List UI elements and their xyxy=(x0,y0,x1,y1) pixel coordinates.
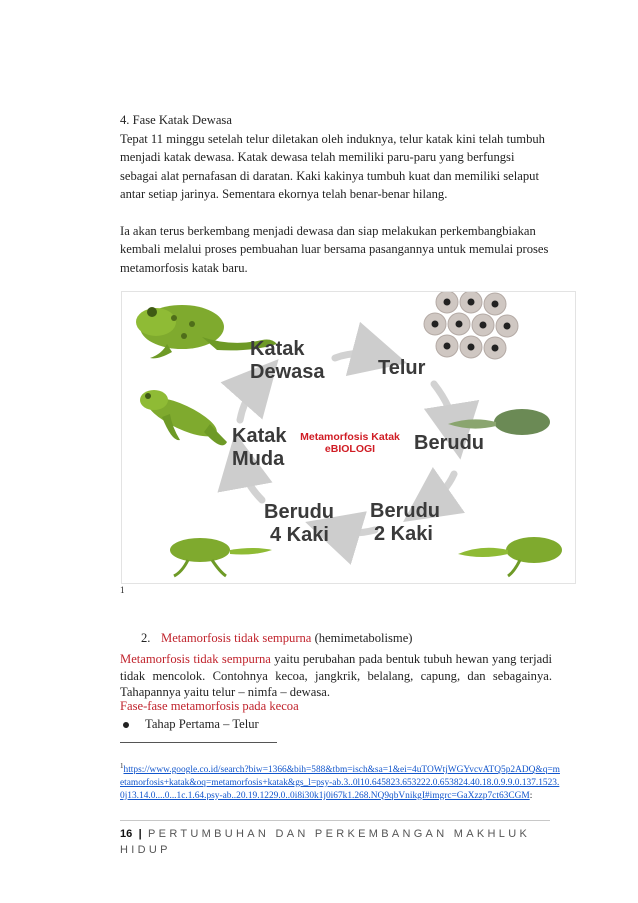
footer-divider xyxy=(120,820,550,821)
footnote xyxy=(120,760,560,802)
paragraph-katak-dewasa: Tepat 11 minggu setelah telur diletakan oleh induknya, telur katak kini telah tumbuh menjadi katak dewasa. Katak dewasa telah memiliki paru-paru yang berfungsi sebagai alat pernafasan di daratan. Kaki kakinya tumbuh kuat dan memiliki selaput antar setiap jarinya. Sementara ekornya telah benar-benar hilang. xyxy=(120,132,545,202)
label-katak-muda-1: Katak xyxy=(232,425,287,447)
fase-heading: Fase-fase metamorfosis pada kecoa xyxy=(120,699,299,713)
section-heading: 4. Fase Katak Dewasa xyxy=(120,113,232,127)
page-number: 16 xyxy=(120,828,133,840)
label-katak-dewasa-1: Katak xyxy=(250,338,305,360)
tadpole-2-legs-image xyxy=(458,537,562,576)
figure-center-subtitle: eBIOLOGI xyxy=(324,443,376,455)
footer-title: PERTUMBUHAN DAN PERKEMBANGAN MAKHLUK HIDUP xyxy=(120,828,531,856)
figure-footnote-mark: 1 xyxy=(120,585,125,595)
footnote-link[interactable]: https://www.google.co.id/search?biw=1366&bih=588&tbm=isch&sa=1&ei=4uTOWtjWGYvcvATQ5p2ADQ&q=metamorfosis+katak&oq=metamorfosis+katak&gs_l=psy-ab.3..0l10.645823.653222.0.653824.40.18.0.9.9.0.137.1523.0j13.14.0....0...1c.1.64.psy-ab..20.19.1229.0..0i8i30k1j0i67k1.268.NQ9qbVnikgI#imgrc=GaXzzp7ct63CGM xyxy=(120,765,560,801)
footnote-suffix: : xyxy=(529,790,533,801)
label-berudu-4-kaki-2: 4 Kaki xyxy=(270,524,329,546)
footnote-divider xyxy=(120,742,277,743)
label-berudu-4-kaki-1: Berudu xyxy=(264,501,334,523)
eggs-image xyxy=(424,292,518,359)
footer-separator: | xyxy=(138,828,142,840)
bullet-icon xyxy=(123,722,129,728)
list-term: Metamorfosis tidak sempurna xyxy=(161,631,312,645)
paragraph-term: Metamorfosis tidak sempurna xyxy=(120,652,271,666)
label-berudu-2-kaki-2: 2 Kaki xyxy=(374,523,433,545)
bullet-text: Tahap Pertama – Telur xyxy=(145,717,259,731)
figure-center-title: Metamorfosis Katak xyxy=(300,431,400,443)
label-telur: Telur xyxy=(378,357,426,379)
label-berudu: Berudu xyxy=(414,432,484,454)
young-frog-image xyxy=(140,390,227,445)
label-katak-dewasa-2: Dewasa xyxy=(250,361,325,383)
label-berudu-2-kaki-1: Berudu xyxy=(370,500,440,522)
paragraph-metamorfosis-tidak-sempurna xyxy=(120,651,552,701)
list-note: (hemimetabolisme) xyxy=(314,631,413,645)
paragraph-rest: yaitu perubahan pada bentuk tubuh hewan yang terjadi tidak mencolok. Contohnya kecoa, jangkrik, belalang, capung, dan sebagainya. Tahapannya yaitu telur – nimfa – dewasa. xyxy=(120,652,552,700)
list-number: 2. xyxy=(141,631,151,645)
label-katak-muda-2: Muda xyxy=(232,448,285,470)
frog-metamorphosis-figure xyxy=(121,291,576,584)
tadpole-4-legs-image xyxy=(170,538,272,576)
footnote-number: 1 xyxy=(120,762,124,770)
page-footer xyxy=(120,826,550,858)
paragraph-perkembangan: Ia akan terus berkembang menjadi dewasa dan siap melakukan perkembangbiakan kembali melalui proses pembuahan luar bersama pasangannya untuk memulai proses metamorfosis katak baru. xyxy=(120,224,549,275)
